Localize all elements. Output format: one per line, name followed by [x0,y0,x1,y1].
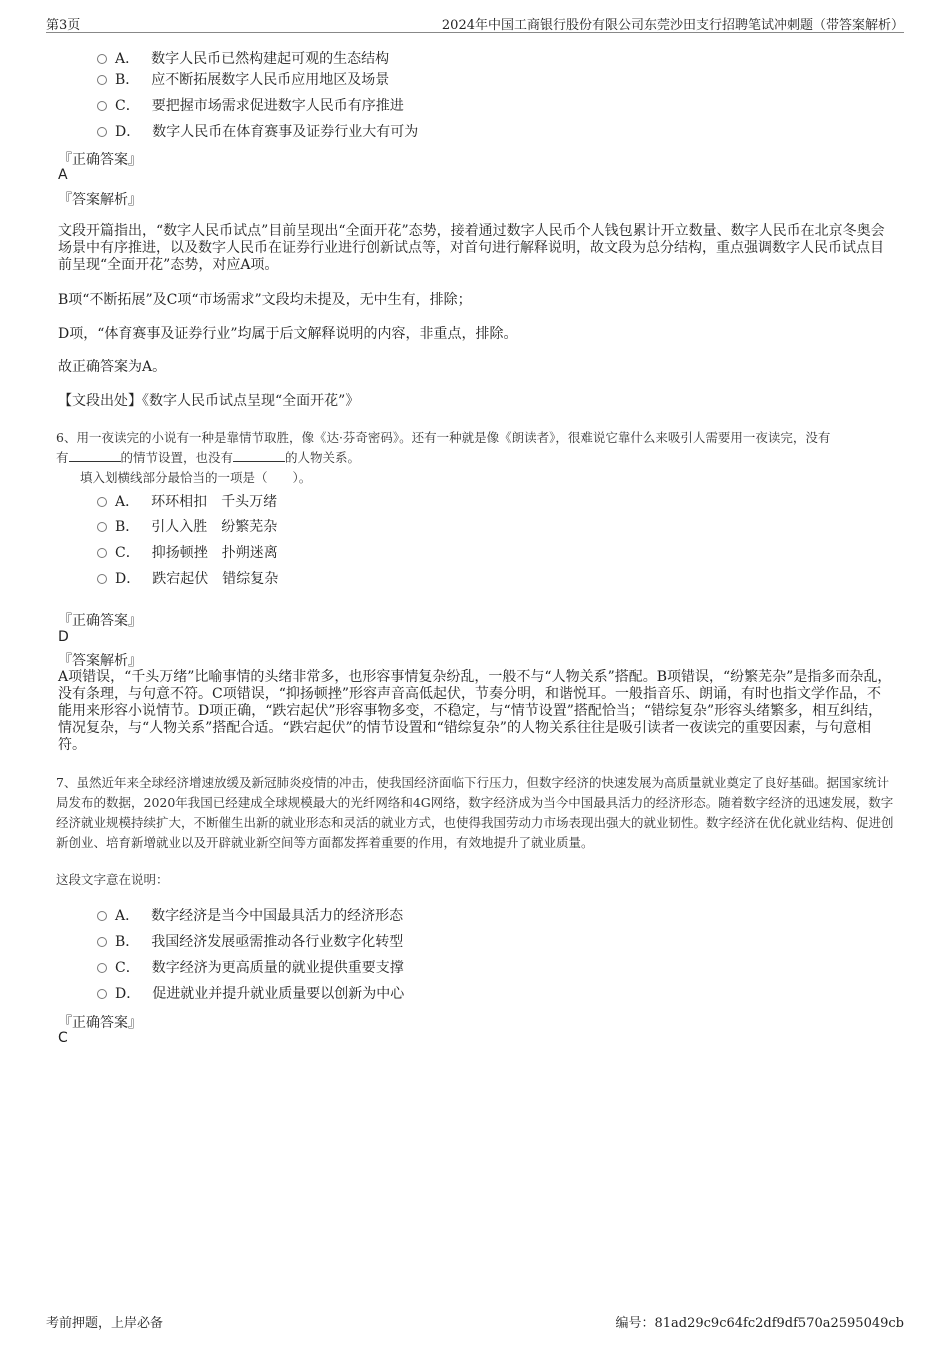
q5-analysis-p4: 故正确答案为A。 [58,359,167,375]
radio-icon[interactable] [97,127,107,137]
radio-icon[interactable] [97,522,107,532]
blank-line [233,449,285,462]
radio-icon[interactable] [97,937,107,947]
q5-option-b[interactable]: B． 应不断拓展数字人民币应用地区及场景 [97,69,389,89]
q7-option-d[interactable]: D． 促进就业并提升就业质量要以创新为中心 [97,983,404,1003]
q6-option-d[interactable]: D． 跌宕起伏 错综复杂 [97,568,278,588]
q7-option-c[interactable]: C． 数字经济为更高质量的就业提供重要支撑 [97,957,404,977]
q6-analysis-label: 『答案解析』 [58,653,142,669]
document-id: 编号：81ad29c9c64fc2df9df570a2595049cb [615,1316,904,1331]
q7-stem: 7、虽然近年来全球经济增速放缓及新冠肺炎疫情的冲击，使我国经济面临下行压力，但数字经济的快速发展为高质量就业奠定了良好基础。据国家统计局发布的数据，2020年我国已经建成全球规模最大的光纤网络和4G网络，数字经济成为当今中国最具活力的经济形态。随着数字经济的迅速发展，数字经济就业规模持续扩大，不断催生出新的就业形态和灵活的就业方式，也使得我国劳动力市场表现出强大的就业韧性。数字经济在优化就业结构、促进创新创业、培育新增就业以及开辟就业新空间等方面都发挥着重要的作用，有效地提升了就业质量。 [56,775,894,850]
radio-icon[interactable] [97,911,107,921]
footer-slogan: 考前押题，上岸必备 [46,1316,164,1331]
blank-line [69,449,121,462]
page-number: 第3页 [46,18,81,33]
q5-option-d[interactable]: D． 数字人民币在体育赛事及证券行业大有可为 [97,121,418,141]
radio-icon[interactable] [97,963,107,973]
q7-answer-label: 『正确答案』 [58,1015,142,1031]
radio-icon[interactable] [97,75,107,85]
q6-answer-label: 『正确答案』 [58,613,142,629]
q5-analysis-p1: 文段开篇指出，“数字人民币试点”目前呈现出“全面开花”态势，接着通过数字人民币个人钱包累计开立数量、数字人民币在北京冬奥会场景中有序推进，以及数字人民币在证券行业进行创新试点等，对首句进行解释说明，故文段为总分结构，重点强调数字人民币试点目前呈现“全面开花”态势，对应A项。 [58,223,885,273]
q7-option-a[interactable]: A． 数字经济是当今中国最具活力的经济形态 [97,905,403,925]
q5-analysis-label: 『答案解析』 [58,192,142,208]
radio-icon[interactable] [97,101,107,111]
radio-icon[interactable] [97,54,107,64]
q6-option-a[interactable]: A． 环环相扣 千头万绪 [97,491,277,511]
q6-option-c[interactable]: C． 抑扬顿挫 扑朔迷离 [97,542,278,562]
radio-icon[interactable] [97,989,107,999]
q5-option-c[interactable]: C． 要把握市场需求促进数字人民币有序推进 [97,95,404,115]
q7-answer: C [58,1030,68,1046]
q5-answer: A [58,167,68,183]
q6-answer: D [58,629,69,645]
radio-icon[interactable] [97,574,107,584]
page-header [46,14,904,33]
document-title: 2024年中国工商银行股份有限公司东莞沙田支行招聘笔试冲刺题（带答案解析） [441,18,904,33]
radio-icon[interactable] [97,497,107,507]
q6-prompt: 填入划横线部分最恰当的一项是（ ）。 [80,470,312,485]
q5-analysis-p2: B项“不断拓展”及C项“市场需求”文段均未提及，无中生有，排除； [58,292,472,308]
q5-analysis-p3: D项，“体育赛事及证券行业”均属于后文解释说明的内容，非重点，排除。 [58,326,518,342]
q5-option-a[interactable]: A． 数字人民币已然构建起可观的生态结构 [97,48,389,68]
q5-answer-label: 『正确答案』 [58,152,142,168]
radio-icon[interactable] [97,548,107,558]
q6-stem: 6、用一夜读完的小说有一种是靠情节取胜，像《达·芬奇密码》。还有一种就是像《朗读者》，很难说它靠什么来吸引人需要用一夜读完，没有 有 的情节设置，也没有 的人物关系。 [56,430,831,465]
q6-option-b[interactable]: B． 引人入胜 纷繁芜杂 [97,516,277,536]
q7-prompt: 这段文字意在说明： [56,872,169,887]
q5-source: 【文段出处】《数字人民币试点呈现“全面开花”》 [58,393,360,409]
q7-option-b[interactable]: B． 我国经济发展亟需推动各行业数字化转型 [97,931,403,951]
q6-analysis: A项错误，“千头万绪”比喻事情的头绪非常多，也形容事情复杂纷乱，一般不与“人物关系”搭配。B项错误，“纷繁芜杂”是指多而杂乱，没有条理，与句意不符。C项错误，“抑扬顿挫”形容声音高低起伏，节奏分明，和谐悦耳。一般指音乐、朗诵，有时也指文学作品，不能用来形容小说情节。D项正确，“跌宕起伏”形容事物多变，不稳定，与“情节设置”搭配恰当；“错综复杂”形容头绪繁多，相互纠结，情况复杂，与“人物关系”搭配合适。“跌宕起伏”的情节设置和“错综复杂”的人物关系往往是吸引读者一夜读完的重要因素，与句意相符。 [58,669,892,753]
